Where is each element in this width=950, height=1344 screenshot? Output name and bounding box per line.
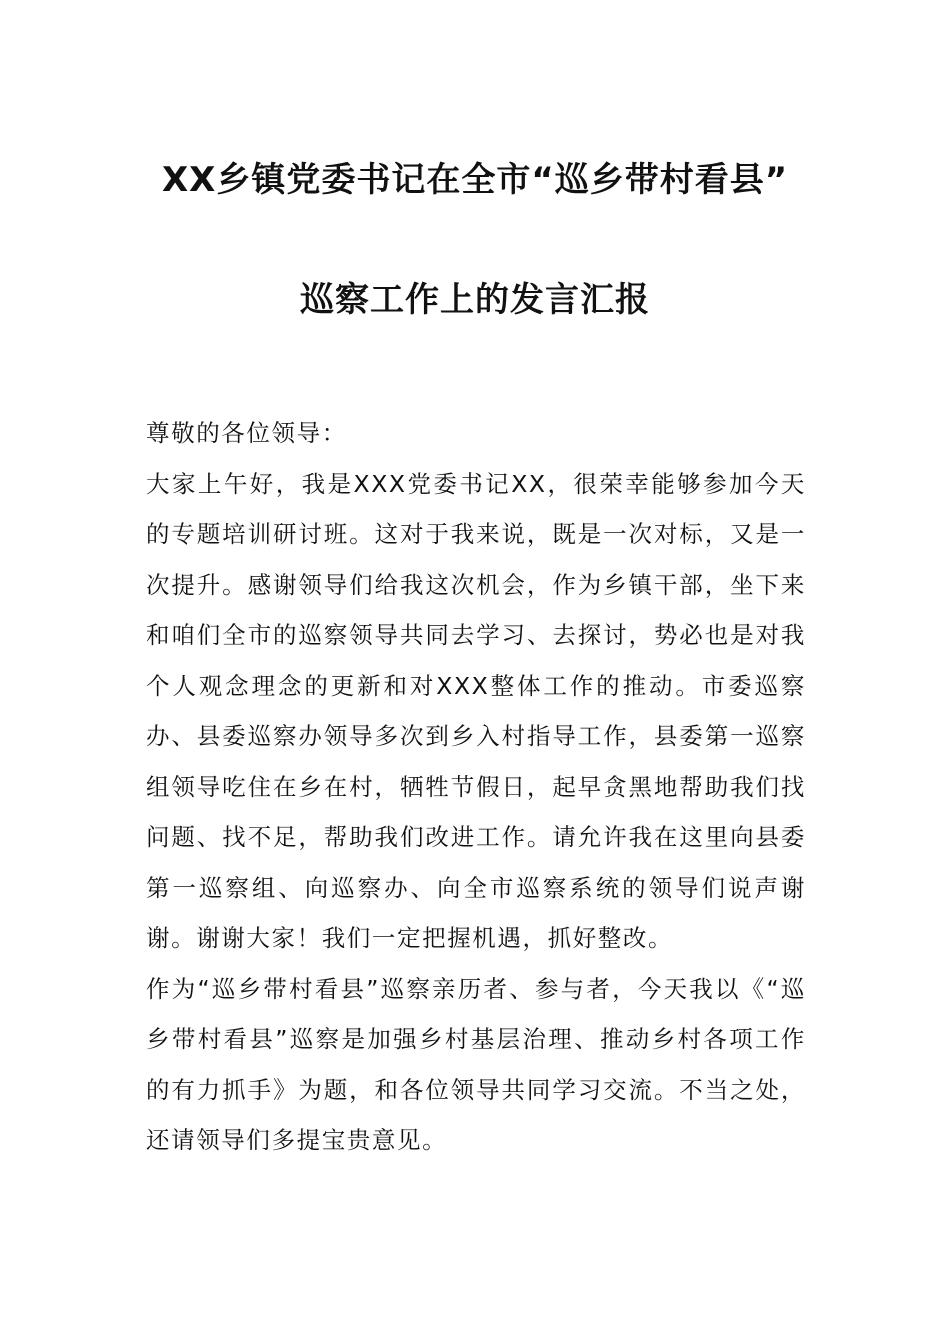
body-paragraph: 作为“巡乡带村看县”巡察亲历者、参与者，今天我以《“巡乡带村看县”巡察是加强乡村基层治理、推动乡村各项工作的有力抓手》为题，和各位领导共同学习交流。不当之处，还请领导们多提宝贵意见。 [146,974,806,1154]
body-paragraph: 大家上午好，我是XXX党委书记XX，很荣幸能够参加今天的专题培训研讨班。这对于我来说，既是一次对标，又是一次提升。感谢领导们给我这次机会，作为乡镇干部，坐下来和咱们全市的巡察领导共同去学习、去探讨，势必也是对我个人观念理念的更新和对XXX整体工作的推动。市委巡察办、县委巡察办领导多次到乡入村指导工作，县委第一巡察组领导吃住在乡在村，牺牲节假日，起早贪黑地帮助我们找问题、找不足，帮助我们改进工作。请允许我在这里向县委第一巡察组、向巡察办、向全市巡察系统的领导们说声谢谢。谢谢大家！我们一定把握机遇，抓好整改。 [146,469,806,952]
document-body [146,408,806,1166]
document-title-line-2: 巡察工作上的发言汇报 [300,280,650,320]
document-title-line-1: XX乡镇党委书记在全市“巡乡带村看县” [161,160,789,200]
salutation-paragraph: 尊敬的各位领导： [146,419,347,447]
